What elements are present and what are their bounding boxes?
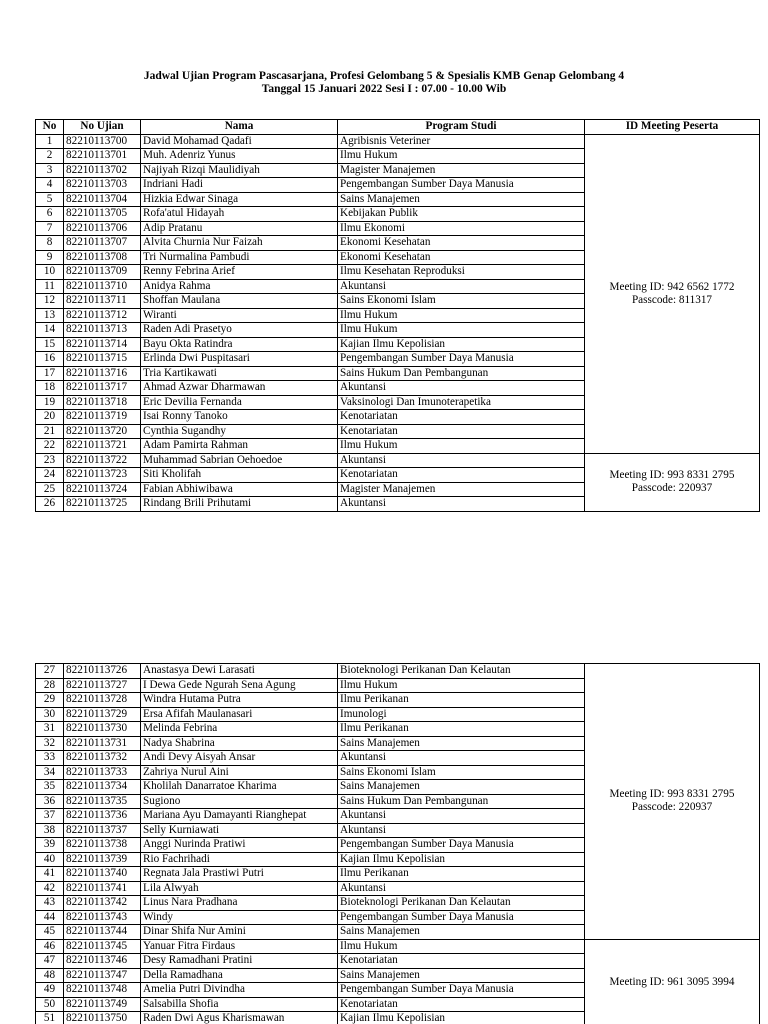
- cell-no-ujian: 82210113734: [64, 780, 141, 795]
- cell-no: 51: [36, 1012, 64, 1024]
- cell-no-ujian: 82210113733: [64, 765, 141, 780]
- cell-program-studi: Ilmu Hukum: [338, 308, 585, 323]
- cell-nama: Salsabilla Shofia: [141, 997, 338, 1012]
- cell-program-studi: Ekonomi Kesehatan: [338, 250, 585, 265]
- cell-no: 49: [36, 983, 64, 998]
- cell-nama: David Mohamad Qadafi: [141, 134, 338, 149]
- cell-nama: Amelia Putri Divindha: [141, 983, 338, 998]
- cell-program-studi: Bioteknologi Perikanan Dan Kelautan: [338, 896, 585, 911]
- cell-program-studi: Kajian Ilmu Kepolisian: [338, 852, 585, 867]
- cell-nama: Melinda Febrina: [141, 722, 338, 737]
- cell-no-ujian: 82210113743: [64, 910, 141, 925]
- cell-program-studi: Pengembangan Sumber Daya Manusia: [338, 910, 585, 925]
- cell-nama: Renny Febrina Arief: [141, 265, 338, 280]
- cell-no-ujian: 82210113735: [64, 794, 141, 809]
- cell-no-ujian: 82210113748: [64, 983, 141, 998]
- cell-no-ujian: 82210113728: [64, 693, 141, 708]
- cell-program-studi: Sains Hukum Dan Pembangunan: [338, 794, 585, 809]
- cell-nama: Muhammad Sabrian Oehoedoe: [141, 453, 338, 468]
- cell-program-studi: Kebijakan Publik: [338, 207, 585, 222]
- cell-no-ujian: 82210113737: [64, 823, 141, 838]
- cell-nama: Regnata Jala Prastiwi Putri: [141, 867, 338, 882]
- cell-no: 41: [36, 867, 64, 882]
- cell-no: 8: [36, 236, 64, 251]
- table-row: [36, 664, 760, 679]
- cell-no-ujian: 82210113709: [64, 265, 141, 280]
- cell-nama: Raden Adi Prasetyo: [141, 323, 338, 338]
- cell-no-ujian: 82210113736: [64, 809, 141, 824]
- cell-nama: Erlinda Dwi Puspitasari: [141, 352, 338, 367]
- cell-no: 12: [36, 294, 64, 309]
- cell-nama: Windy: [141, 910, 338, 925]
- cell-no-ujian: 82210113718: [64, 395, 141, 410]
- cell-nama: Muh. Adenriz Yunus: [141, 149, 338, 164]
- cell-nama: Eric Devilia Fernanda: [141, 395, 338, 410]
- schedule-table-2: [35, 663, 760, 1024]
- cell-no: 48: [36, 968, 64, 983]
- cell-no-ujian: 82210113750: [64, 1012, 141, 1024]
- cell-nama: Wiranti: [141, 308, 338, 323]
- cell-no: 22: [36, 439, 64, 454]
- cell-nama: Bayu Okta Ratindra: [141, 337, 338, 352]
- cell-no-ujian: 82210113739: [64, 852, 141, 867]
- header-nama: Nama: [141, 120, 338, 135]
- cell-no-ujian: 82210113716: [64, 366, 141, 381]
- cell-program-studi: Ilmu Hukum: [338, 439, 585, 454]
- cell-program-studi: Ilmu Ekonomi: [338, 221, 585, 236]
- cell-no-ujian: 82210113712: [64, 308, 141, 323]
- cell-nama: Siti Kholifah: [141, 468, 338, 483]
- cell-no-ujian: 82210113747: [64, 968, 141, 983]
- cell-no-ujian: 82210113744: [64, 925, 141, 940]
- cell-no: 26: [36, 497, 64, 512]
- cell-no-ujian: 82210113732: [64, 751, 141, 766]
- cell-no: 16: [36, 352, 64, 367]
- cell-no: 15: [36, 337, 64, 352]
- cell-no-ujian: 82210113711: [64, 294, 141, 309]
- cell-program-studi: Vaksinologi Dan Imunoterapetika: [338, 395, 585, 410]
- cell-program-studi: Magister Manajemen: [338, 163, 585, 178]
- cell-no-ujian: 82210113749: [64, 997, 141, 1012]
- cell-no: 39: [36, 838, 64, 853]
- cell-nama: Nadya Shabrina: [141, 736, 338, 751]
- cell-nama: Tria Kartikawati: [141, 366, 338, 381]
- cell-program-studi: Sains Manajemen: [338, 192, 585, 207]
- cell-program-studi: Ilmu Hukum: [338, 939, 585, 954]
- cell-no-ujian: 82210113731: [64, 736, 141, 751]
- cell-nama: Lila Alwyah: [141, 881, 338, 896]
- cell-program-studi: Akuntansi: [338, 279, 585, 294]
- cell-no: 18: [36, 381, 64, 396]
- cell-no-ujian: 82210113705: [64, 207, 141, 222]
- meeting-id: Meeting ID: 942 6562 1772: [609, 280, 735, 293]
- meeting-id: Meeting ID: 993 8331 2795: [609, 469, 735, 481]
- title-line-2: Tanggal 15 Januari 2022 Sesi I : 07.00 - 10.00 Wib: [261, 83, 507, 95]
- cell-no: 36: [36, 794, 64, 809]
- cell-nama: Ahmad Azwar Dharmawan: [141, 381, 338, 396]
- cell-no: 19: [36, 395, 64, 410]
- cell-program-studi: Ilmu Hukum: [338, 149, 585, 164]
- cell-no: 33: [36, 751, 64, 766]
- header-id-meeting: ID Meeting Peserta: [585, 120, 760, 135]
- cell-nama: Adam Pamirta Rahman: [141, 439, 338, 454]
- cell-nama: Windra Hutama Putra: [141, 693, 338, 708]
- cell-no: 37: [36, 809, 64, 824]
- cell-no-ujian: 82210113715: [64, 352, 141, 367]
- cell-nama: Sugiono: [141, 794, 338, 809]
- cell-no-ujian: 82210113701: [64, 149, 141, 164]
- meeting-id: Meeting ID: 993 8331 2795: [609, 788, 735, 801]
- cell-no: 13: [36, 308, 64, 323]
- cell-nama: Linus Nara Pradhana: [141, 896, 338, 911]
- cell-no: 35: [36, 780, 64, 795]
- cell-no: 45: [36, 925, 64, 940]
- cell-no: 46: [36, 939, 64, 954]
- cell-no-ujian: 82210113727: [64, 678, 141, 693]
- cell-no: 23: [36, 453, 64, 468]
- cell-nama: Andi Devy Aisyah Ansar: [141, 751, 338, 766]
- cell-nama: Desy Ramadhani Pratini: [141, 954, 338, 969]
- cell-no-ujian: 82210113724: [64, 482, 141, 497]
- cell-program-studi: Kenotariatan: [338, 410, 585, 425]
- cell-no: 21: [36, 424, 64, 439]
- cell-program-studi: Ekonomi Kesehatan: [338, 236, 585, 251]
- cell-no: 10: [36, 265, 64, 280]
- cell-no: 9: [36, 250, 64, 265]
- cell-no-ujian: 82210113708: [64, 250, 141, 265]
- header-no-ujian: No Ujian: [64, 120, 141, 135]
- cell-program-studi: Ilmu Hukum: [338, 323, 585, 338]
- cell-nama: Anggi Nurinda Pratiwi: [141, 838, 338, 853]
- cell-program-studi: Ilmu Perikanan: [338, 867, 585, 882]
- cell-program-studi: Sains Manajemen: [338, 968, 585, 983]
- cell-program-studi: Akuntansi: [338, 751, 585, 766]
- cell-no-ujian: 82210113706: [64, 221, 141, 236]
- cell-no-ujian: 82210113745: [64, 939, 141, 954]
- cell-no: 1: [36, 134, 64, 149]
- cell-no: 6: [36, 207, 64, 222]
- cell-no-ujian: 82210113720: [64, 424, 141, 439]
- cell-no: 40: [36, 852, 64, 867]
- cell-program-studi: Sains Manajemen: [338, 925, 585, 940]
- meeting-id: Meeting ID: 961 3095 3994: [609, 976, 735, 988]
- cell-no: 4: [36, 178, 64, 193]
- cell-program-studi: Akuntansi: [338, 497, 585, 512]
- cell-nama: I Dewa Gede Ngurah Sena Agung: [141, 678, 338, 693]
- cell-no: 28: [36, 678, 64, 693]
- cell-no: 29: [36, 693, 64, 708]
- cell-nama: Anastasya Dewi Larasati: [141, 664, 338, 679]
- cell-no: 38: [36, 823, 64, 838]
- cell-program-studi: Akuntansi: [338, 881, 585, 896]
- cell-program-studi: Agribisnis Veteriner: [338, 134, 585, 149]
- cell-program-studi: Kajian Ilmu Kepolisian: [338, 337, 585, 352]
- cell-nama: Isai Ronny Tanoko: [141, 410, 338, 425]
- cell-nama: Anidya Rahma: [141, 279, 338, 294]
- cell-no: 27: [36, 664, 64, 679]
- cell-program-studi: Ilmu Kesehatan Reproduksi: [338, 265, 585, 280]
- cell-no: 44: [36, 910, 64, 925]
- cell-no-ujian: 82210113741: [64, 881, 141, 896]
- cell-nama: Zahriya Nurul Aini: [141, 765, 338, 780]
- cell-no: 14: [36, 323, 64, 338]
- cell-no: 47: [36, 954, 64, 969]
- cell-id-meeting: [585, 939, 760, 1024]
- cell-program-studi: Magister Manajemen: [338, 482, 585, 497]
- cell-no-ujian: 82210113738: [64, 838, 141, 853]
- cell-id-meeting: [585, 664, 760, 940]
- cell-program-studi: Pengembangan Sumber Daya Manusia: [338, 352, 585, 367]
- header-no: No: [36, 120, 64, 135]
- cell-no: 17: [36, 366, 64, 381]
- cell-program-studi: Kenotariatan: [338, 954, 585, 969]
- header-program-studi: Program Studi: [338, 120, 585, 135]
- cell-no: 34: [36, 765, 64, 780]
- cell-program-studi: Sains Manajemen: [338, 780, 585, 795]
- cell-nama: Indriani Hadi: [141, 178, 338, 193]
- cell-no-ujian: 82210113740: [64, 867, 141, 882]
- cell-nama: Rio Fachrihadi: [141, 852, 338, 867]
- cell-program-studi: Akuntansi: [338, 823, 585, 838]
- cell-nama: Fabian Abhiwibawa: [141, 482, 338, 497]
- cell-no-ujian: 82210113742: [64, 896, 141, 911]
- cell-nama: Dinar Shifa Nur Amini: [141, 925, 338, 940]
- cell-nama: Ersa Afifah Maulanasari: [141, 707, 338, 722]
- cell-program-studi: Sains Manajemen: [338, 736, 585, 751]
- cell-no-ujian: 82210113703: [64, 178, 141, 193]
- cell-nama: Alvita Churnia Nur Faizah: [141, 236, 338, 251]
- cell-program-studi: Kajian Ilmu Kepolisian: [338, 1012, 585, 1024]
- cell-program-studi: Pengembangan Sumber Daya Manusia: [338, 178, 585, 193]
- cell-no-ujian: 82210113707: [64, 236, 141, 251]
- cell-no-ujian: 82210113721: [64, 439, 141, 454]
- cell-program-studi: Akuntansi: [338, 453, 585, 468]
- cell-program-studi: Sains Ekonomi Islam: [338, 765, 585, 780]
- meeting-passcode: Passcode: 220937: [631, 482, 713, 494]
- cell-nama: Najiyah Rizqi Maulidiyah: [141, 163, 338, 178]
- cell-no: 7: [36, 221, 64, 236]
- cell-program-studi: Akuntansi: [338, 381, 585, 396]
- cell-no-ujian: 82210113722: [64, 453, 141, 468]
- cell-program-studi: Imunologi: [338, 707, 585, 722]
- cell-no-ujian: 82210113746: [64, 954, 141, 969]
- cell-no-ujian: 82210113702: [64, 163, 141, 178]
- cell-program-studi: Pengembangan Sumber Daya Manusia: [338, 983, 585, 998]
- cell-program-studi: Kenotariatan: [338, 424, 585, 439]
- cell-no: 2: [36, 149, 64, 164]
- cell-nama: Mariana Ayu Damayanti Rianghepat: [141, 809, 338, 824]
- cell-program-studi: Sains Hukum Dan Pembangunan: [338, 366, 585, 381]
- cell-nama: Rofa'atul Hidayah: [141, 207, 338, 222]
- meeting-passcode: Passcode: 811317: [631, 293, 713, 306]
- cell-program-studi: Akuntansi: [338, 809, 585, 824]
- cell-no-ujian: 82210113713: [64, 323, 141, 338]
- cell-no: 20: [36, 410, 64, 425]
- cell-no-ujian: 82210113704: [64, 192, 141, 207]
- table-2-body: [36, 664, 760, 1024]
- cell-no-ujian: 82210113700: [64, 134, 141, 149]
- cell-nama: Selly Kurniawati: [141, 823, 338, 838]
- cell-nama: Tri Nurmalina Pambudi: [141, 250, 338, 265]
- cell-no-ujian: 82210113717: [64, 381, 141, 396]
- cell-no: 42: [36, 881, 64, 896]
- cell-no-ujian: 82210113719: [64, 410, 141, 425]
- cell-nama: Adip Pratanu: [141, 221, 338, 236]
- table-row: [36, 939, 760, 954]
- cell-no-ujian: 82210113729: [64, 707, 141, 722]
- cell-program-studi: Ilmu Perikanan: [338, 693, 585, 708]
- cell-no: 43: [36, 896, 64, 911]
- cell-nama: Della Ramadhana: [141, 968, 338, 983]
- title-line-1: Jadwal Ujian Program Pascasarjana, Profesi Gelombang 5 & Spesialis KMB Genap Gelombang 4: [143, 70, 625, 82]
- cell-no: 31: [36, 722, 64, 737]
- cell-no: 5: [36, 192, 64, 207]
- cell-nama: Kholilah Danarratoe Kharima: [141, 780, 338, 795]
- cell-no: 3: [36, 163, 64, 178]
- cell-program-studi: Pengembangan Sumber Daya Manusia: [338, 838, 585, 853]
- cell-no-ujian: 82210113730: [64, 722, 141, 737]
- cell-nama: Rindang Brili Prihutami: [141, 497, 338, 512]
- cell-nama: Yanuar Fitra Firdaus: [141, 939, 338, 954]
- cell-nama: Shoffan Maulana: [141, 294, 338, 309]
- cell-program-studi: Kenotariatan: [338, 468, 585, 483]
- cell-nama: Hizkia Edwar Sinaga: [141, 192, 338, 207]
- cell-program-studi: Kenotariatan: [338, 997, 585, 1012]
- cell-no: 11: [36, 279, 64, 294]
- cell-no-ujian: 82210113725: [64, 497, 141, 512]
- cell-nama: Raden Dwi Agus Kharismawan: [141, 1012, 338, 1024]
- cell-no-ujian: 82210113726: [64, 664, 141, 679]
- cell-program-studi: Ilmu Perikanan: [338, 722, 585, 737]
- cell-no: 25: [36, 482, 64, 497]
- cell-no: 24: [36, 468, 64, 483]
- cell-no: 32: [36, 736, 64, 751]
- cell-no-ujian: 82210113710: [64, 279, 141, 294]
- cell-program-studi: Ilmu Hukum: [338, 678, 585, 693]
- cell-no-ujian: 82210113723: [64, 468, 141, 483]
- meeting-passcode: Passcode: 220937: [631, 801, 713, 814]
- cell-no: 50: [36, 997, 64, 1012]
- cell-program-studi: Sains Ekonomi Islam: [338, 294, 585, 309]
- cell-no-ujian: 82210113714: [64, 337, 141, 352]
- cell-no: 30: [36, 707, 64, 722]
- cell-program-studi: Bioteknologi Perikanan Dan Kelautan: [338, 664, 585, 679]
- cell-nama: Cynthia Sugandhy: [141, 424, 338, 439]
